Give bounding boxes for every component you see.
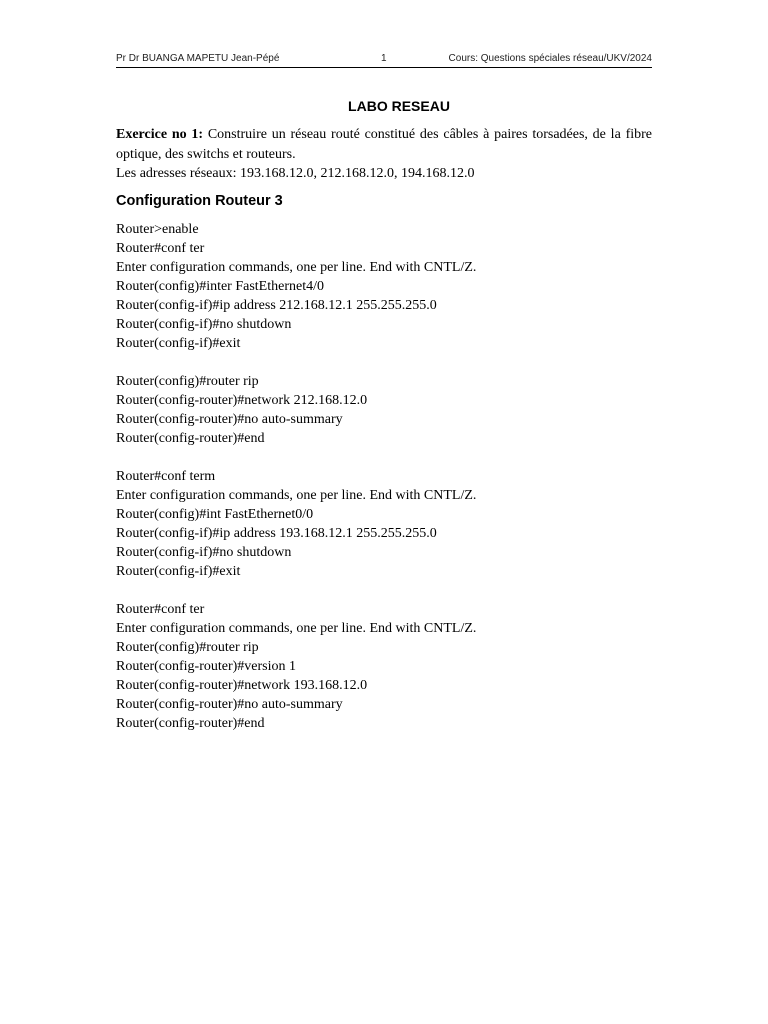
block-separator [116, 448, 656, 467]
command-line: Router(config)#inter FastEthernet4/0 [116, 279, 324, 294]
command-line: Router(config-if)#no shutdown [116, 545, 292, 560]
command-line: Router(config-if)#no shutdown [116, 317, 292, 332]
header-course: Cours: Questions spéciales réseau/UKV/2024 [448, 53, 652, 64]
command-line: Router(config-router)#no auto-summary [116, 412, 343, 427]
command-block [116, 220, 656, 353]
command-line: Router(config)#int FastEthernet0/0 [116, 507, 314, 522]
command-line: Router(config-router)#version 1 [116, 659, 296, 674]
command-line: Enter configuration commands, one per line. End with CNTL/Z. [116, 260, 477, 275]
header-author: Pr Dr BUANGA MAPETU Jean-Pépé [116, 53, 280, 64]
exercise-label: Exercice no 1: [116, 127, 204, 142]
command-line: Router(config-if)#ip address 212.168.12.1 255.255.255.0 [116, 298, 437, 313]
command-line: Router(config-if)#ip address 193.168.12.1 255.255.255.0 [116, 526, 437, 541]
block-separator [116, 353, 656, 372]
config-commands [116, 220, 656, 733]
command-line: Router(config)#router rip [116, 374, 259, 389]
command-line: Router(config-router)#network 193.168.12.0 [116, 678, 368, 693]
document-title: LABO RESEAU [348, 98, 450, 114]
exercise-text: Construire un réseau routé constitué des câbles à paires torsadées, de la fibre optique, des switchs et routeurs. [116, 127, 652, 162]
command-block [116, 467, 656, 581]
command-line: Enter configuration commands, one per line. End with CNTL/Z. [116, 488, 477, 503]
command-block [116, 600, 656, 733]
block-separator [116, 581, 656, 600]
command-line: Router#conf ter [116, 241, 205, 256]
command-line: Router(config-router)#end [116, 716, 265, 731]
command-block [116, 372, 656, 448]
command-line: Router(config-if)#exit [116, 564, 241, 579]
command-line: Router>enable [116, 222, 199, 237]
document-title-row [0, 97, 768, 115]
command-line: Router#conf ter [116, 602, 205, 617]
command-line: Router(config-if)#exit [116, 336, 241, 351]
command-line: Router(config)#router rip [116, 640, 259, 655]
header-page-number: 1 [381, 53, 387, 64]
command-line: Router(config-router)#network 212.168.12.0 [116, 393, 368, 408]
section-title: Configuration Routeur 3 [116, 193, 283, 209]
page-header [116, 51, 652, 68]
command-line: Router(config-router)#no auto-summary [116, 697, 343, 712]
exercise-paragraph [116, 125, 652, 184]
command-line: Router(config-router)#end [116, 431, 265, 446]
exercise-addresses: Les adresses réseaux: 193.168.12.0, 212.168.12.0, 194.168.12.0 [116, 166, 475, 181]
command-line: Enter configuration commands, one per line. End with CNTL/Z. [116, 621, 477, 636]
command-line: Router#conf term [116, 469, 216, 484]
